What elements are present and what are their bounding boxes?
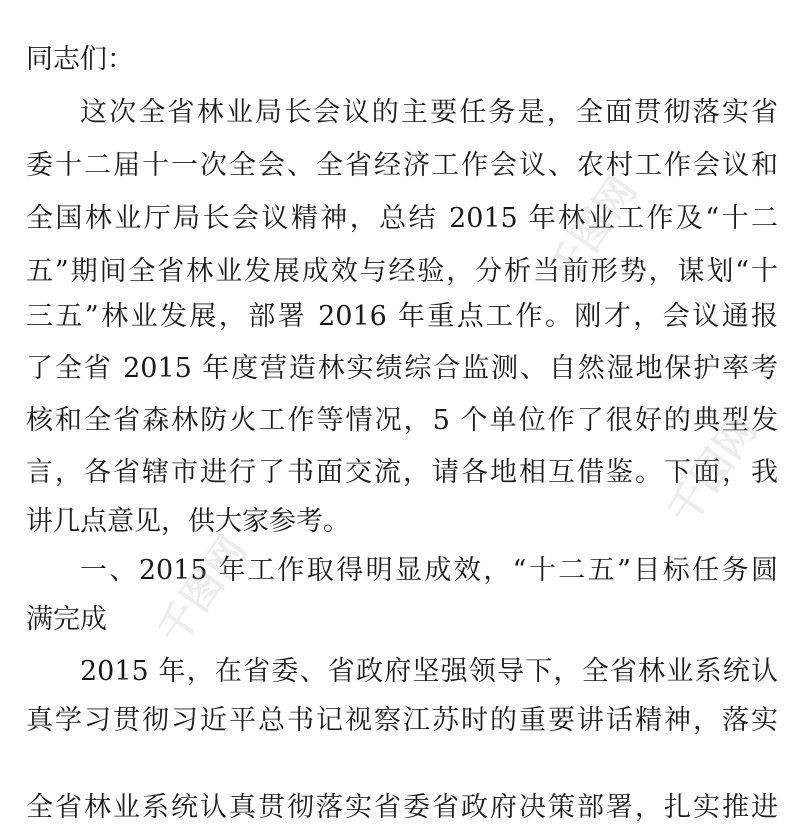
section-heading-line: 一、2015 年工作取得明显成效，“十二五”目标任务圆 bbox=[80, 555, 778, 586]
paragraph-line: 言，各省辖市进行了书面交流，请各地相互借鉴。下面，我 bbox=[26, 457, 778, 488]
paragraph-line: 真学习贯彻习近平总书记视察江苏时的重要讲话精神，落实 bbox=[26, 705, 778, 736]
paragraph-line: 全国林业厅局长会议精神，总结 2015 年林业工作及“十二 bbox=[26, 203, 778, 234]
partial-text-line bbox=[26, 770, 778, 823]
watermark-logo: 千图网 bbox=[539, 168, 647, 293]
salutation: 同志们： bbox=[26, 44, 134, 75]
section-heading-line: 满完成 bbox=[26, 604, 107, 635]
paragraph-line: 2015 年，在省委、省政府坚强领导下，全省林业系统认 bbox=[80, 656, 778, 687]
paragraph-line: 了全省 2015 年度营造林实绩综合监测、自然湿地保护率考 bbox=[26, 353, 778, 384]
watermark-logo: 千图网 bbox=[149, 528, 257, 653]
paragraph-line: 核和全省森林防火工作等情况，5 个单位作了很好的典型发 bbox=[26, 405, 778, 436]
paragraph-line: 讲几点意见，供大家参考。 bbox=[26, 506, 350, 537]
paragraph-line: 五”期间全省林业发展成效与经验，分析当前形势，谋划“十 bbox=[26, 256, 778, 287]
paragraph-line: 委十二届十一次全会、全省经济工作会议、农村工作会议和 bbox=[26, 150, 778, 181]
paragraph-line: 这次全省林业局长会议的主要任务是，全面贯彻落实省 bbox=[80, 97, 778, 128]
partial-text: 全省林业系统认真贯彻落实省委省政府决策部署，扎实推进 bbox=[26, 792, 778, 823]
watermark-logo: 千图网 bbox=[659, 408, 767, 533]
paragraph-line: 三五”林业发展，部署 2016 年重点工作。刚才，会议通报 bbox=[26, 301, 778, 332]
